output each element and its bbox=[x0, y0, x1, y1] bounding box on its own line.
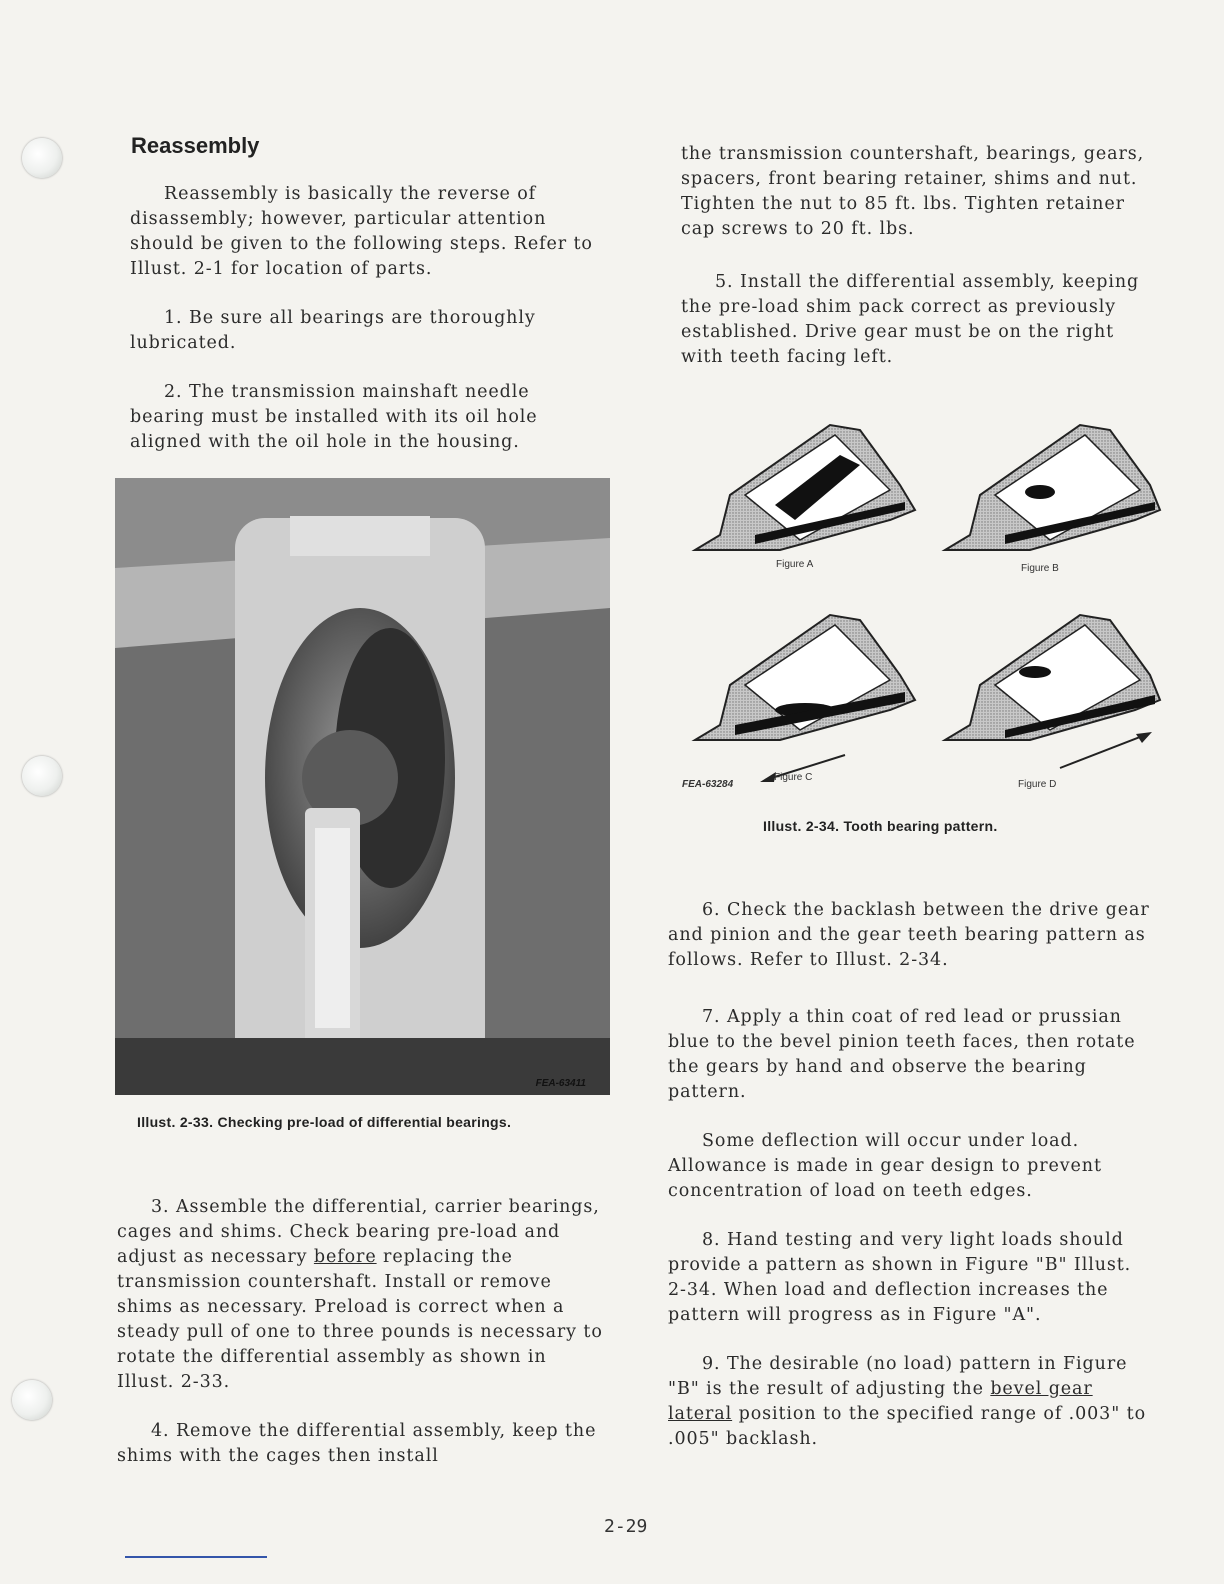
page-number: 2-29 bbox=[604, 1516, 648, 1537]
figure-c-label: Figure C bbox=[774, 772, 813, 783]
figure-d-label: Figure D bbox=[1018, 779, 1057, 790]
figure-d-tooth bbox=[945, 615, 1160, 768]
step-9-underlined: bevel gear lateral bbox=[668, 1379, 1093, 1424]
figure-code: FEA-63284 bbox=[682, 779, 734, 790]
step-9-text-b: position to the specified range of .003" to .005" backlash. bbox=[668, 1404, 1147, 1449]
right-column-upper bbox=[681, 142, 1151, 370]
photo-caption: Illust. 2-33. Checking pre-load of differential bearings. bbox=[137, 1114, 512, 1130]
punch-hole-middle bbox=[22, 756, 62, 796]
figure-b-label: Figure B bbox=[1021, 563, 1059, 574]
step-3 bbox=[117, 1195, 607, 1395]
differential-photo bbox=[115, 478, 610, 1095]
tooth-pattern-figures bbox=[690, 410, 1170, 830]
left-column-lower bbox=[117, 1195, 607, 1469]
differential-photo-drawing bbox=[115, 478, 610, 1095]
step-3-underlined: before bbox=[313, 1247, 377, 1267]
step-4-continued: the transmission countershaft, bearings, gears, spacers, front bearing retainer, shims and nut. Tighten the nut to 85 ft. lbs. Tighten retainer cap screws to 20 ft. lbs. bbox=[681, 144, 1145, 239]
footer-line bbox=[125, 1556, 267, 1558]
figure-a-tooth bbox=[695, 425, 915, 550]
right-column-lower bbox=[668, 898, 1152, 1452]
deflection-note: Some deflection will occur under load. Allowance is made in gear design to prevent concentration of load on teeth edges. bbox=[668, 1131, 1102, 1201]
section-heading: Reassembly bbox=[131, 133, 260, 158]
step-7: 7. Apply a thin coat of red lead or prussian blue to the bevel pinion teeth faces, then rotate the gears by hand and observe the bearing pattern. bbox=[668, 1007, 1136, 1102]
intro-paragraph: Reassembly is basically the reverse of disassembly; however, particular attention should be given to the following steps. Refer to Illust. 2-1 for location of parts. bbox=[130, 184, 593, 279]
step-3-text-a: 3. Assemble the differential, carrier bearings, cages and shims. Check bearing pre-load and adjust as necessary bbox=[117, 1197, 600, 1267]
figures-caption: Illust. 2-34. Tooth bearing pattern. bbox=[763, 818, 998, 834]
step-3-text-b: replacing the transmission countershaft. Install or remove shims as necessary. Preload is correct when a steady pull of one to three pounds is necessary to rotate the differential assembly as shown in Illust. 2-33. bbox=[117, 1247, 603, 1392]
step-4: 4. Remove the differential assembly, keep the shims with the cages then install bbox=[117, 1421, 597, 1466]
step-8: 8. Hand testing and very light loads should provide a pattern as shown in Figure "B" Illust. 2-34. When load and deflection increases the pattern will progress as in Figure "A". bbox=[668, 1230, 1132, 1325]
step-9 bbox=[668, 1352, 1152, 1452]
figure-c-tooth bbox=[695, 615, 915, 782]
photo-code: FEA-63411 bbox=[535, 1078, 586, 1089]
figure-b-tooth bbox=[945, 425, 1160, 550]
step-6: 6. Check the backlash between the drive gear and pinion and the gear teeth bearing pattern as follows. Refer to Illust. 2-34. bbox=[668, 900, 1150, 970]
step-5: 5. Install the differential assembly, keeping the pre-load shim pack correct as previously established. Drive gear must be on the right with teeth facing left. bbox=[681, 272, 1140, 367]
step-2: 2. The transmission mainshaft needle bearing must be installed with its oil hole aligned with the oil hole in the housing. bbox=[130, 382, 538, 452]
punch-hole-bottom bbox=[12, 1380, 52, 1420]
step-9-text-a: 9. The desirable (no load) pattern in Figure "B" is the result of adjusting the bbox=[668, 1354, 1128, 1399]
punch-hole-top bbox=[22, 138, 62, 178]
step-1: 1. Be sure all bearings are thoroughly lubricated. bbox=[130, 308, 536, 353]
left-column-upper bbox=[130, 182, 608, 455]
figure-a-label: Figure A bbox=[776, 559, 814, 570]
